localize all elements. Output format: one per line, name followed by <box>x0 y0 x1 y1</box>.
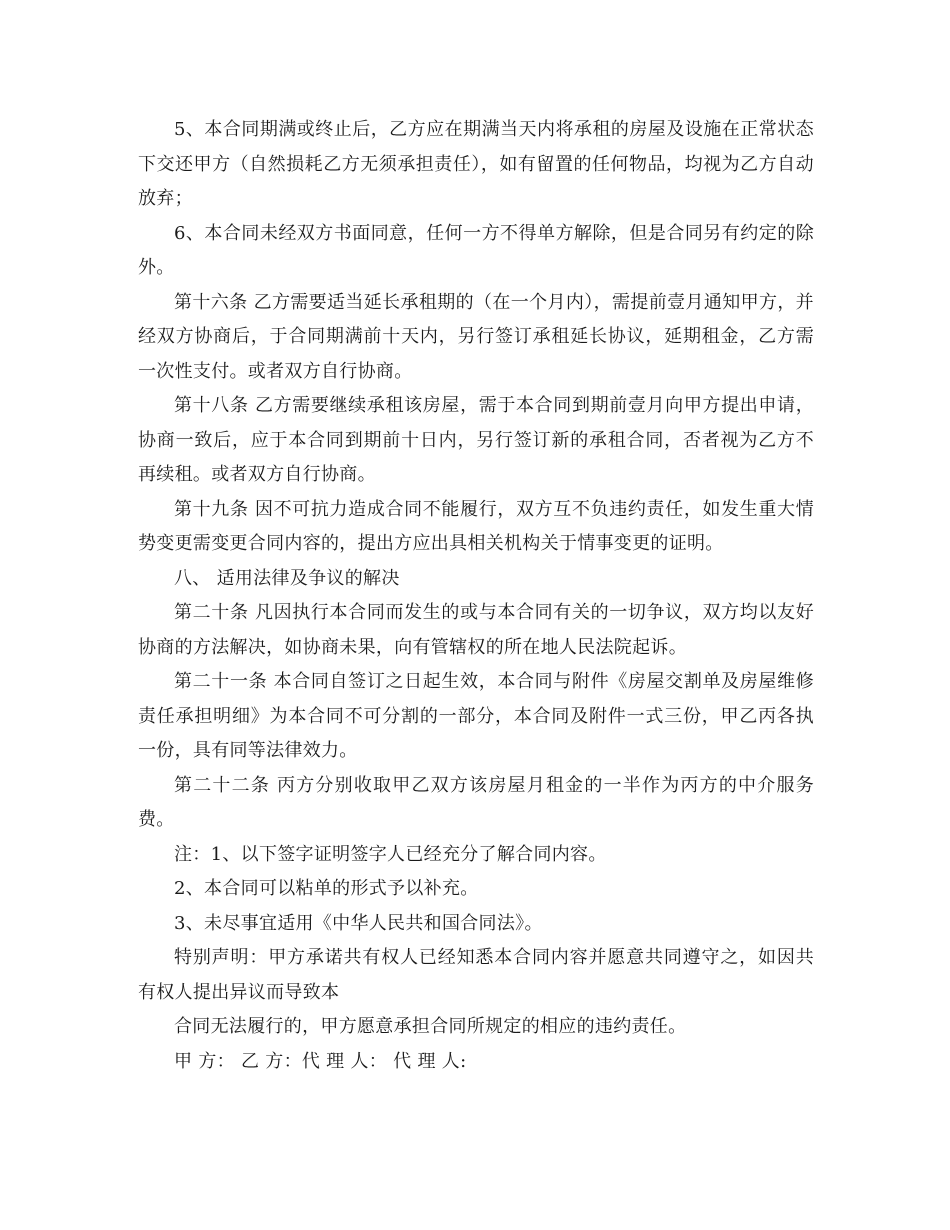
section-8-heading: 八、 适用法律及争议的解决 <box>174 567 400 589</box>
special-statement-continued: 合同无法履行的，甲方愿意承担合同所规定的相应的违约责任。 <box>174 1016 687 1037</box>
clause-6: 6、本合同未经双方书面同意，任何一方不得单方解除，但是合同另有约定的除外。 <box>138 222 814 278</box>
note-2: 2、本合同可以粘单的形式予以补充。 <box>174 878 479 899</box>
note-1: 注：1、以下签字证明签字人已经充分了解合同内容。 <box>174 843 607 865</box>
article-19: 第十九条 因不可抗力造成合同不能履行，双方互不负违约责任，如发生重大情势变更需变更合同内容的，提出方应出具相关机构关于情事变更的证明。 <box>138 498 814 554</box>
article-16: 第十六条 乙方需要适当延长承租期的（在一个月内），需提前壹月通知甲方，并经双方协商后，于合同期满前十天内，另行签订承租延长协议，延期租金，乙方需一次性支付。或者双方自行协商。 <box>138 291 814 382</box>
signature-line: 甲 方： 乙 方：代 理 人： 代 理 人: <box>174 1050 467 1072</box>
clause-5: 5、本合同期满或终止后，乙方应在期满当天内将承租的房屋及设施在正常状态下交还甲方（自然损耗乙方无须承担责任），如有留置的任何物品，均视为乙方自动放弃； <box>138 119 814 209</box>
note-3: 3、未尽事宜适用《中华人民共和国合同法》。 <box>174 912 543 934</box>
article-20: 第二十条 凡因执行本合同而发生的或与本合同有关的一切争议，双方均以友好协商的方法解决，如协商未果，向有管辖权的所在地人民法院起诉。 <box>138 602 814 658</box>
article-22: 第二十二条 丙方分别收取甲乙双方该房屋月租金的一半作为丙方的中介服务费。 <box>138 774 814 830</box>
special-statement: 特别声明：甲方承诺共有权人已经知悉本合同内容并愿意共同遵守之，如因共有权人提出异议而导致本 <box>138 947 814 1003</box>
document-body <box>138 113 814 1079</box>
article-18: 第十八条 乙方需要继续承租该房屋，需于本合同到期前壹月向甲方提出申请，协商一致后，应于本合同到期前十日内，另行签订新的承租合同，否者视为乙方不再续租。或者双方自行协商。 <box>138 395 814 485</box>
article-21: 第二十一条 本合同自签订之日起生效，本合同与附件《房屋交割单及房屋维修责任承担明细》为本合同不可分割的一部分，本合同及附件一式三份，甲乙丙各执一份，具有同等法律效力。 <box>138 671 814 761</box>
